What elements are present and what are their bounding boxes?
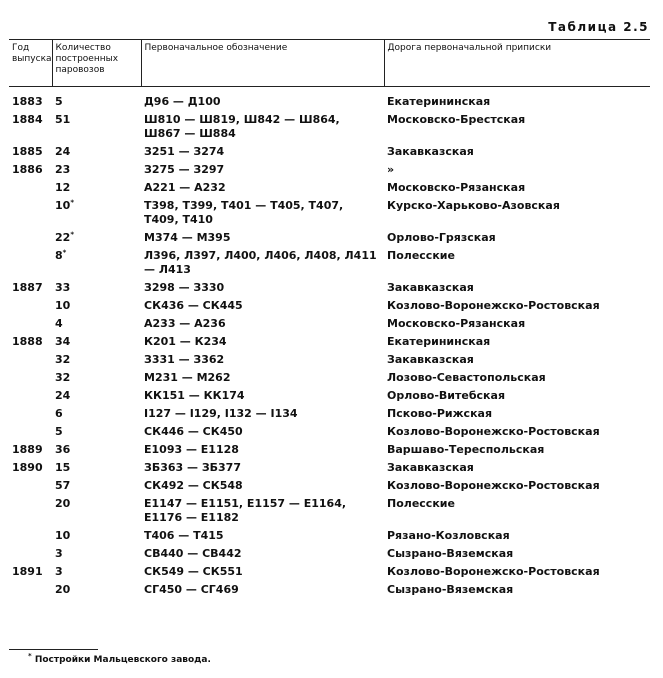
count-value: 33 — [55, 281, 71, 294]
cell-year — [9, 387, 52, 405]
cell-designation: А221 — А232 — [144, 181, 226, 194]
locomotive-table — [9, 39, 650, 599]
table-row — [9, 459, 650, 477]
cell-year — [9, 581, 52, 599]
cell-road: Козлово-Воронежско-Ростовская — [387, 299, 600, 312]
cell-road: Екатерининская — [387, 95, 491, 108]
cell-designation: З331 — З362 — [144, 353, 225, 366]
header-designation: Первоначальное обозначение — [141, 40, 384, 87]
cell-count — [52, 563, 141, 581]
cell-count — [52, 423, 141, 441]
cell-year — [9, 179, 52, 197]
cell-year: 1891 — [12, 565, 43, 578]
cell-year — [9, 197, 52, 229]
cell-road: Полесские — [387, 249, 455, 262]
cell-year — [9, 315, 52, 333]
cell-count — [52, 333, 141, 351]
table-row — [9, 477, 650, 495]
cell-designation: СК446 — СК450 — [144, 425, 243, 438]
count-value: 10 — [55, 199, 71, 212]
cell-road: Полесские — [387, 497, 455, 510]
cell-count — [52, 197, 141, 229]
cell-designation: КК151 — КК174 — [144, 389, 245, 402]
cell-year — [9, 297, 52, 315]
count-value: 57 — [55, 479, 71, 492]
count-value: 10 — [55, 529, 71, 542]
table-row — [9, 161, 650, 179]
cell-count — [52, 545, 141, 563]
count-value: 51 — [55, 113, 71, 126]
count-value: 32 — [55, 371, 71, 384]
count-value: 3 — [55, 565, 63, 578]
count-value: 3 — [55, 547, 63, 560]
table-row — [9, 197, 650, 229]
cell-count — [52, 87, 141, 112]
cell-designation: Е1093 — Е1128 — [144, 443, 239, 456]
cell-year: 1885 — [12, 145, 43, 158]
cell-designation: Л396, Л397, Л400, Л406, Л408, Л411 — Л413 — [144, 249, 377, 276]
table-row — [9, 581, 650, 599]
table-row — [9, 369, 650, 387]
cell-designation: СК436 — СК445 — [144, 299, 243, 312]
table-row — [9, 545, 650, 563]
cell-count — [52, 279, 141, 297]
cell-year — [9, 405, 52, 423]
cell-year — [9, 369, 52, 387]
count-value: 5 — [55, 95, 63, 108]
cell-road: Сызрано-Вяземская — [387, 547, 514, 560]
header-row — [9, 40, 650, 87]
cell-year: 1887 — [12, 281, 43, 294]
footnote-mark: * — [28, 652, 32, 660]
header-road: Дорога первоначальной приписки — [384, 40, 650, 87]
table-row — [9, 351, 650, 369]
cell-year — [9, 545, 52, 563]
cell-designation: ЗБ363 — ЗБ377 — [144, 461, 241, 474]
cell-year — [9, 247, 52, 279]
table-row — [9, 405, 650, 423]
cell-count — [52, 477, 141, 495]
cell-road: Козлово-Воронежско-Ростовская — [387, 425, 600, 438]
count-value: 36 — [55, 443, 71, 456]
cell-road: Московско-Рязанская — [387, 181, 526, 194]
count-value: 8 — [55, 249, 63, 262]
cell-count — [52, 387, 141, 405]
cell-road: Сызрано-Вяземская — [387, 583, 514, 596]
cell-year — [9, 351, 52, 369]
header-count: Количество построенных паровозов — [52, 40, 141, 87]
table-row — [9, 315, 650, 333]
cell-road: Орлово-Грязская — [387, 231, 496, 244]
cell-year — [9, 477, 52, 495]
table-row — [9, 527, 650, 545]
table-caption: Таблица 2.5 — [548, 20, 649, 34]
cell-road: Псково-Рижская — [387, 407, 493, 420]
cell-count — [52, 527, 141, 545]
count-value: 6 — [55, 407, 63, 420]
table-row — [9, 441, 650, 459]
count-value: 10 — [55, 299, 71, 312]
cell-count — [52, 179, 141, 197]
footnote-mark: * — [70, 230, 74, 239]
count-value: 34 — [55, 335, 71, 348]
cell-year — [9, 495, 52, 527]
cell-designation: СК492 — СК548 — [144, 479, 243, 492]
cell-count — [52, 441, 141, 459]
header-year: Год выпуска — [9, 40, 52, 87]
cell-designation: Ш810 — Ш819, Ш842 — Ш864, Ш867 — Ш884 — [144, 113, 340, 140]
count-value: 22 — [55, 231, 71, 244]
cell-road: Закавказская — [387, 145, 474, 158]
cell-count — [52, 111, 141, 143]
cell-count — [52, 369, 141, 387]
cell-designation: Т398, Т399, Т401 — Т405, Т407, Т409, Т410 — [144, 199, 344, 226]
cell-count — [52, 229, 141, 247]
count-value: 20 — [55, 497, 71, 510]
cell-year: 1886 — [12, 163, 43, 176]
cell-road: Закавказская — [387, 353, 474, 366]
cell-count — [52, 459, 141, 477]
count-value: 20 — [55, 583, 71, 596]
cell-road: Курско-Харьково-Азовская — [387, 199, 560, 212]
cell-count — [52, 143, 141, 161]
cell-road: Екатерининская — [387, 335, 491, 348]
cell-year: 1884 — [12, 113, 43, 126]
table-row — [9, 423, 650, 441]
table-row — [9, 87, 650, 112]
cell-designation: Д96 — Д100 — [144, 95, 221, 108]
cell-road: Варшаво-Тереспольская — [387, 443, 545, 456]
cell-road: Козлово-Воронежско-Ростовская — [387, 565, 600, 578]
footnote-divider — [9, 649, 98, 650]
cell-designation: СК549 — СК551 — [144, 565, 243, 578]
count-value: 4 — [55, 317, 63, 330]
count-value: 32 — [55, 353, 71, 366]
cell-road: » — [387, 163, 395, 176]
cell-year: 1889 — [12, 443, 43, 456]
table-row — [9, 495, 650, 527]
count-value: 24 — [55, 389, 71, 402]
cell-count — [52, 161, 141, 179]
cell-road: Московско-Рязанская — [387, 317, 526, 330]
table-row — [9, 563, 650, 581]
cell-year: 1888 — [12, 335, 43, 348]
cell-designation: Т406 — Т415 — [144, 529, 224, 542]
count-value: 15 — [55, 461, 71, 474]
cell-designation: З275 — З297 — [144, 163, 225, 176]
table-row — [9, 179, 650, 197]
cell-designation: К201 — К234 — [144, 335, 227, 348]
cell-designation: З298 — З330 — [144, 281, 225, 294]
count-value: 23 — [55, 163, 71, 176]
cell-road: Лозово-Севастопольская — [387, 371, 546, 384]
count-value: 5 — [55, 425, 63, 438]
table-row — [9, 297, 650, 315]
cell-designation: СГ450 — СГ469 — [144, 583, 239, 596]
cell-count — [52, 405, 141, 423]
cell-year — [9, 229, 52, 247]
cell-designation: СВ440 — СВ442 — [144, 547, 242, 560]
table-row — [9, 143, 650, 161]
cell-road: Орлово-Витебская — [387, 389, 506, 402]
cell-designation: Е1147 — Е1151, Е1157 — Е1164, Е1176 — Е1182 — [144, 497, 347, 524]
cell-road: Козлово-Воронежско-Ростовская — [387, 479, 600, 492]
table-row — [9, 333, 650, 351]
cell-road: Московско-Брестская — [387, 113, 526, 126]
cell-count — [52, 581, 141, 599]
cell-year: 1883 — [12, 95, 43, 108]
cell-year — [9, 527, 52, 545]
cell-year: 1890 — [12, 461, 43, 474]
table-row — [9, 279, 650, 297]
cell-designation: М374 — М395 — [144, 231, 231, 244]
cell-designation: А233 — А236 — [144, 317, 226, 330]
cell-count — [52, 351, 141, 369]
footnote — [28, 652, 211, 665]
cell-count — [52, 495, 141, 527]
cell-year — [9, 423, 52, 441]
count-value: 24 — [55, 145, 71, 158]
cell-designation: I127 — I129, I132 — I134 — [144, 407, 298, 420]
footnote-mark: * — [70, 198, 74, 207]
table-row — [9, 247, 650, 279]
cell-road: Закавказская — [387, 281, 474, 294]
cell-count — [52, 315, 141, 333]
cell-road: Рязано-Козловская — [387, 529, 510, 542]
cell-designation: З251 — З274 — [144, 145, 225, 158]
footnote-mark: * — [62, 248, 67, 257]
cell-count — [52, 247, 141, 279]
table-row — [9, 229, 650, 247]
cell-designation: М231 — М262 — [144, 371, 231, 384]
cell-count — [52, 297, 141, 315]
count-value: 12 — [55, 181, 71, 194]
cell-road: Закавказская — [387, 461, 474, 474]
table-row — [9, 387, 650, 405]
table-row — [9, 111, 650, 143]
footnote-text: Постройки Мальцевского завода. — [34, 655, 211, 665]
